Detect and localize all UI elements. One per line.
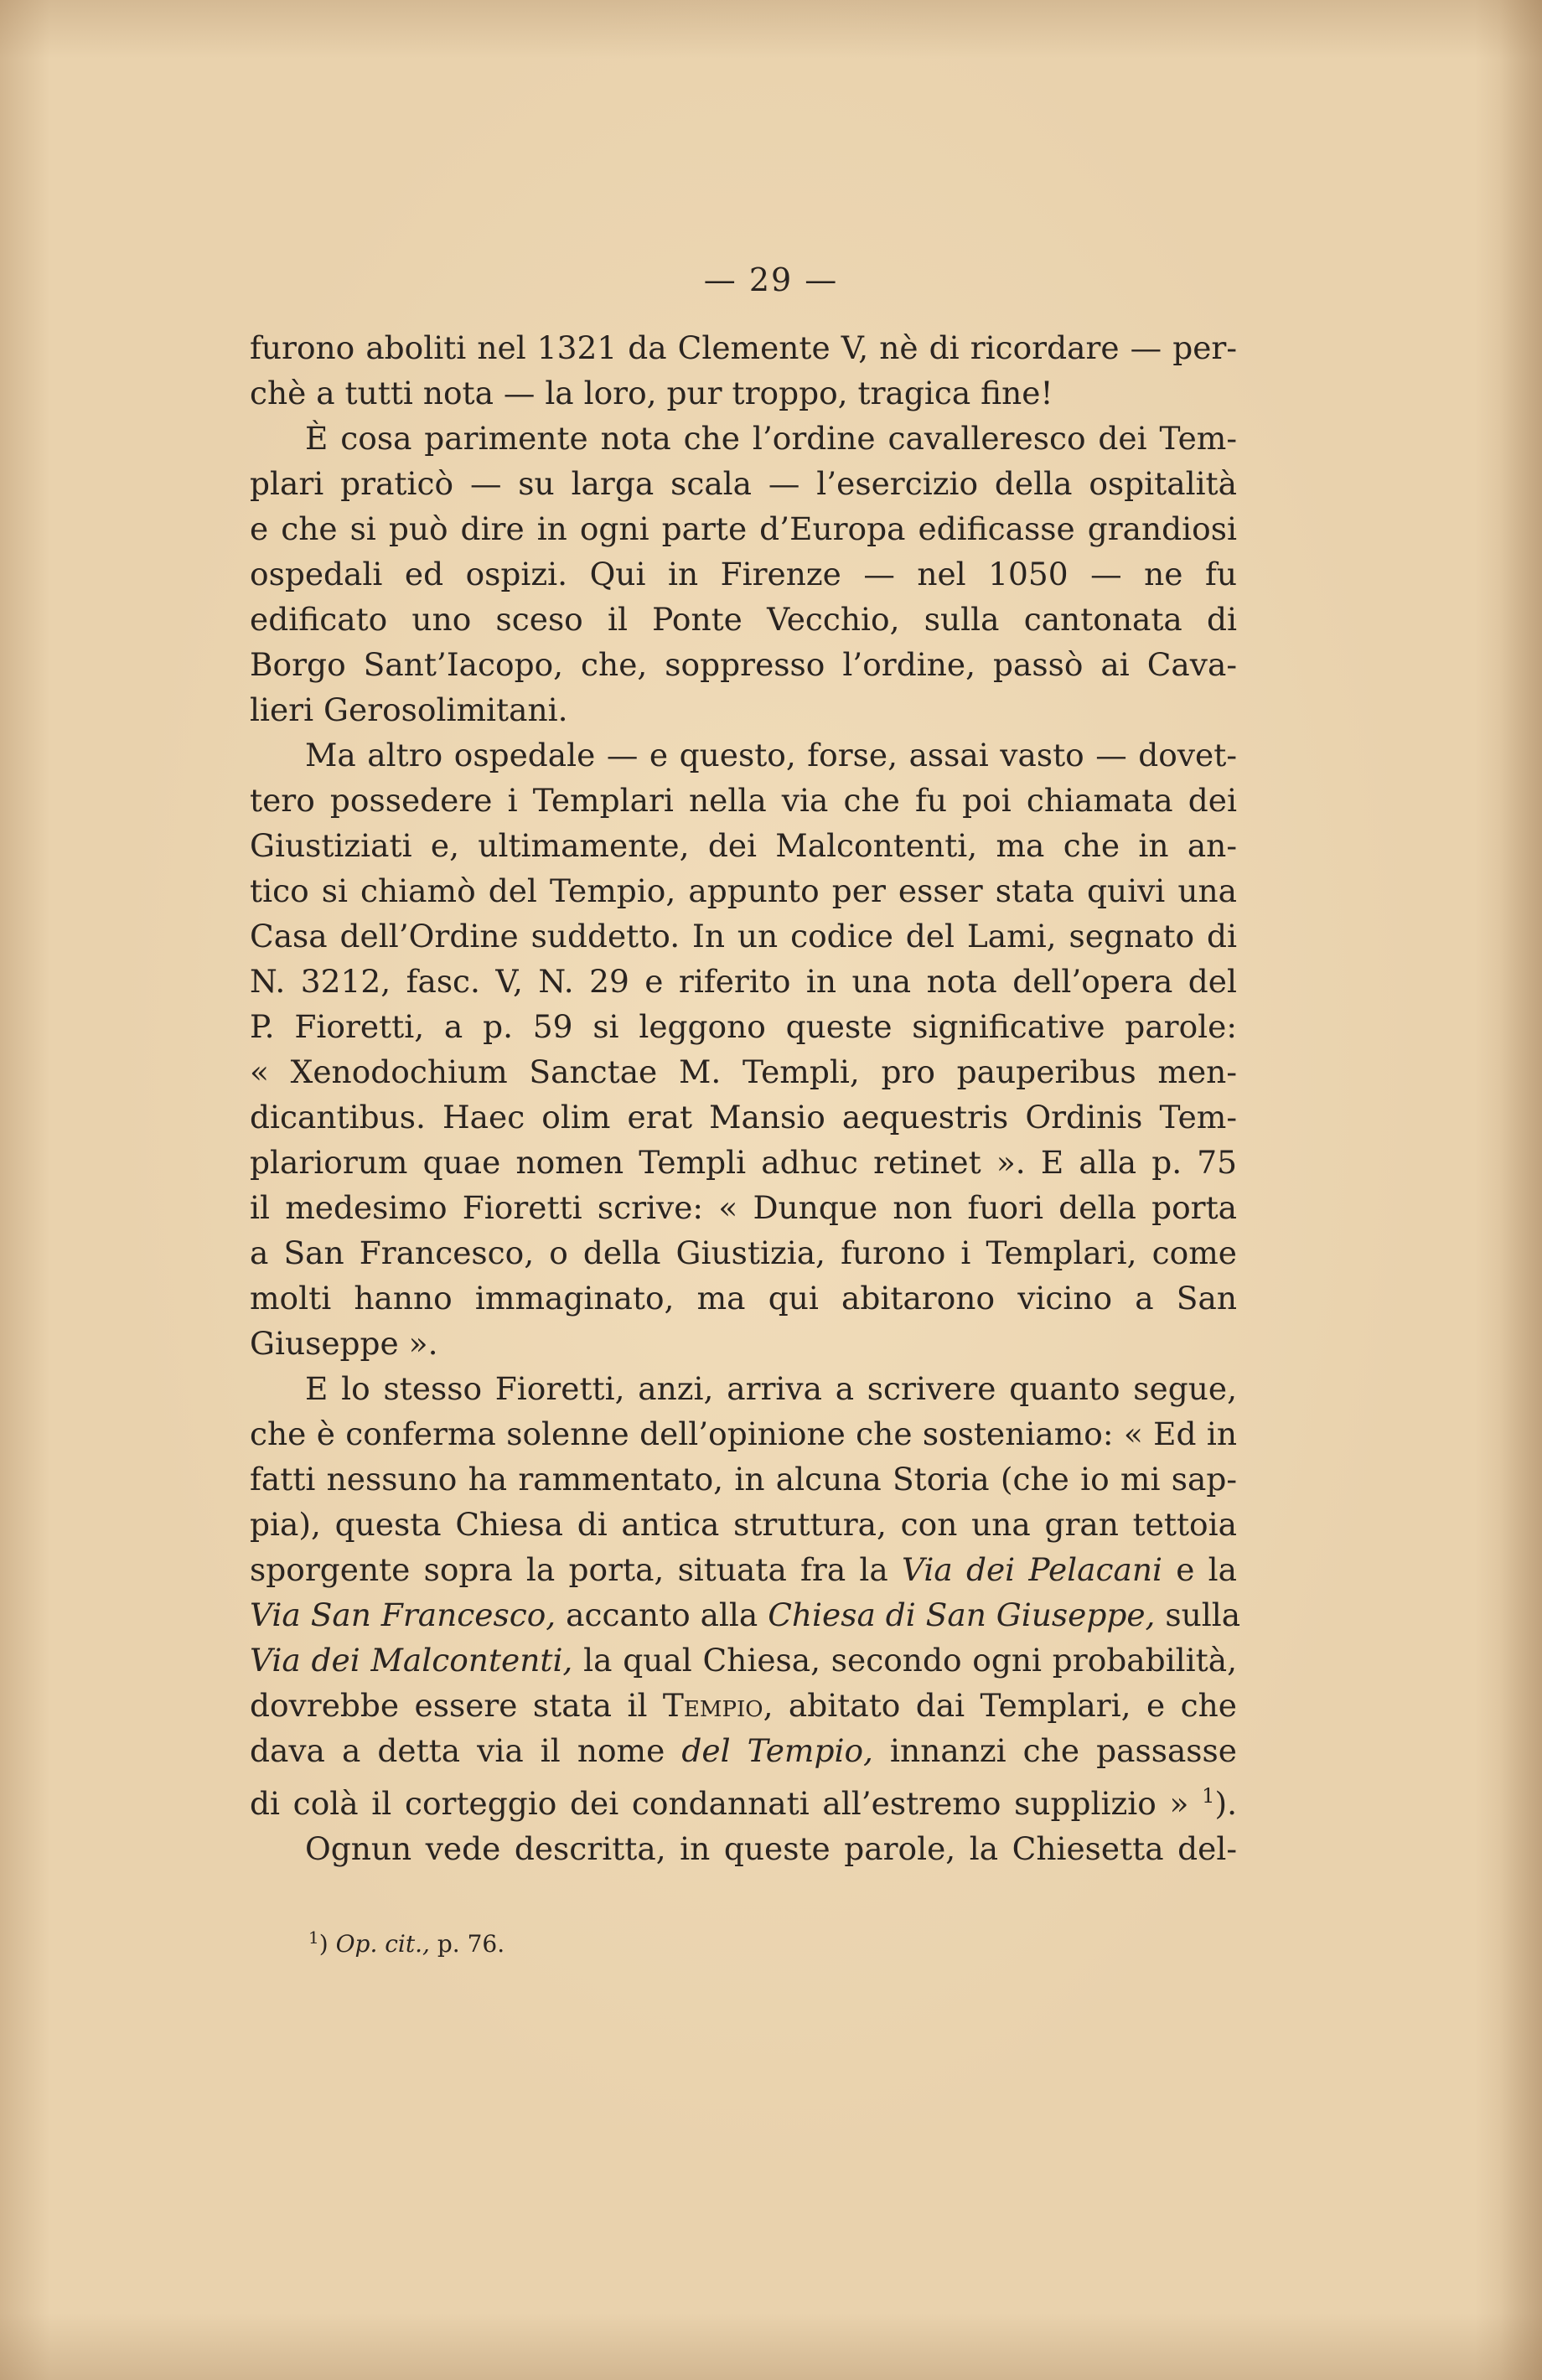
text-run: di colà il corteggio dei condannati all’estremo supplizio »	[250, 1785, 1203, 1822]
text-line: Casa dell’Ordine suddetto. In un codice del Lami, segnato di	[250, 918, 1237, 955]
text-line: Ma altro ospedale — e questo, forse, assai vasto — dovet-	[305, 737, 1237, 774]
text-line: plari praticò — su larga scala — l’esercizio della ospitalità	[250, 465, 1237, 502]
text-run: , abitato dai Templari, e che	[763, 1687, 1237, 1724]
text-line: tero possedere i Templari nella via che fu poi chiamata dei	[250, 782, 1237, 819]
italic-text-run: Via dei Pelacani	[901, 1551, 1162, 1588]
text-line: il medesimo Fioretti scrive: « Dunque non fuori della porta	[250, 1189, 1237, 1226]
text-line: furono aboliti nel 1321 da Clemente V, nè di ricordare — per-	[250, 329, 1237, 366]
italic-text-run: del Tempio,	[681, 1732, 873, 1769]
text-line: tico si chiamò del Tempio, appunto per esser stata quivi una	[250, 872, 1237, 909]
text-line: ospedali ed ospizi. Qui in Firenze — nel 1050 — ne fu	[250, 556, 1237, 592]
text-line	[250, 1728, 1237, 1773]
italic-text-run: Chiesa di San Giuseppe,	[768, 1596, 1156, 1633]
text-line: pia), questa Chiesa di antica struttura, con una gran tettoia	[250, 1506, 1237, 1543]
text-line	[250, 1638, 1237, 1683]
body-text	[250, 325, 1241, 1871]
text-line: a San Francesco, o della Giustizia, furono i Templari, come	[250, 1234, 1237, 1271]
text-run: dovrebbe essere stata il	[250, 1687, 663, 1724]
text-run: la qual Chiesa, secondo ogni probabilità,	[572, 1642, 1237, 1679]
text-line: che è conferma solenne dell’opinione che sosteniamo: « Ed in	[250, 1415, 1237, 1452]
text-line: N. 3212, fasc. V, N. 29 e riferito in una nota dell’opera del	[250, 963, 1237, 1000]
text-line: plariorum quae nomen Templi adhuc retinet ». E alla p. 75	[250, 1144, 1237, 1181]
page-number: — 29 —	[703, 261, 839, 298]
text-line: molti hanno immaginato, ma qui abitarono vicino a San	[250, 1280, 1237, 1317]
footnote-reference: 1	[1202, 1784, 1215, 1808]
text-line	[250, 1547, 1237, 1592]
text-line: Borgo Sant’Iacopo, che, soppresso l’ordine, passò ai Cava-	[250, 646, 1237, 683]
text-run: accanto alla	[556, 1596, 768, 1633]
text-line	[250, 1592, 1241, 1638]
footnote-marker: 1	[308, 1927, 319, 1948]
text-line: fatti nessuno ha rammentato, in alcuna Storia (che io mi sap-	[250, 1461, 1237, 1498]
text-line	[250, 1773, 1237, 1826]
text-run: innanzi che passasse	[872, 1732, 1237, 1769]
text-line: edificato uno sceso il Ponte Vecchio, sulla cantonata di	[250, 601, 1237, 638]
footnote	[308, 1927, 505, 1958]
footnote-text: p. 76.	[429, 1930, 505, 1958]
text-line: Giustiziati e, ultimamente, dei Malcontenti, ma che in an-	[250, 827, 1237, 864]
text-line: È cosa parimente nota che l’ordine cavalleresco dei Tem-	[305, 420, 1237, 457]
italic-text-run: Via San Francesco,	[250, 1596, 556, 1633]
footnote-italic-text: Op. cit.,	[335, 1930, 430, 1958]
text-run: dava a detta via il nome	[250, 1732, 682, 1769]
text-line: P. Fioretti, a p. 59 si leggono queste significative parole:	[250, 1008, 1237, 1045]
text-line: « Xenodochium Sanctae M. Templi, pro pauperibus men-	[250, 1053, 1237, 1090]
small-caps-text-run: Tempio	[662, 1687, 763, 1724]
text-line: e che si può dire in ogni parte d’Europa edificasse grandiosi	[250, 510, 1237, 547]
page-edge-shadow	[1500, 0, 1542, 2380]
text-run: ).	[1214, 1785, 1237, 1822]
text-line: dicantibus. Haec olim erat Mansio aequestris Ordinis Tem-	[250, 1099, 1237, 1136]
text-line	[250, 1683, 1237, 1728]
text-line: Ognun vede descritta, in queste parole, la Chiesetta del-	[305, 1830, 1237, 1867]
text-line: lieri Gerosolimitani.	[250, 691, 568, 728]
text-line: chè a tutti nota — la loro, pur troppo, tragica fine!	[250, 375, 1053, 411]
text-run: e la	[1162, 1551, 1237, 1588]
footnote-text: )	[318, 1930, 336, 1958]
text-run: sulla	[1155, 1596, 1241, 1633]
italic-text-run: Via dei Malcontenti,	[250, 1642, 573, 1679]
text-line: E lo stesso Fioretti, anzi, arriva a scrivere quanto segue,	[305, 1370, 1237, 1407]
text-run: sporgente sopra la porta, situata fra la	[250, 1551, 902, 1588]
text-line: Giuseppe ».	[250, 1325, 438, 1362]
